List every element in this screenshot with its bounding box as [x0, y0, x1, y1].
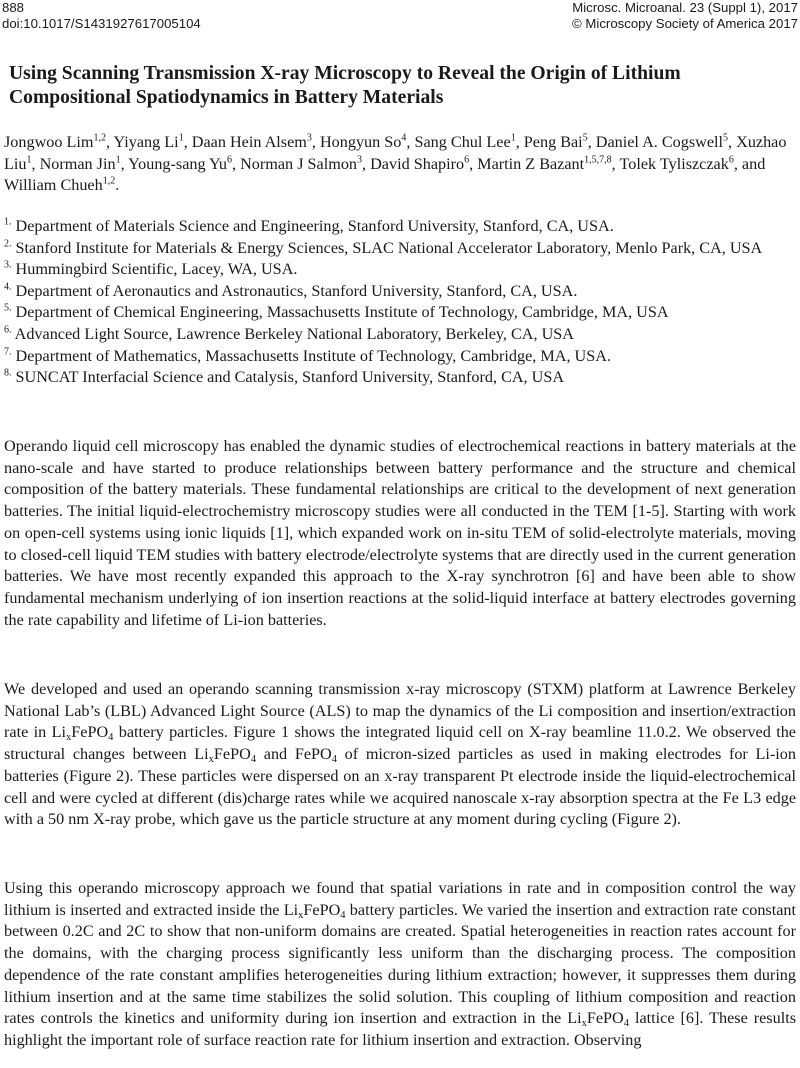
author-name: William Chueh: [4, 176, 103, 195]
affiliation-number: 4.: [4, 281, 12, 293]
subscript: x: [581, 1018, 587, 1030]
author-affiliation-mark: 1,5,7,8: [584, 154, 612, 166]
author-affiliation-mark: 5: [582, 132, 588, 144]
body-paragraph-3: [4, 878, 796, 1052]
author-name: David Shapiro: [370, 154, 465, 173]
author-affiliation-mark: 1,2: [102, 175, 116, 187]
author-name: Daniel A. Cogswell: [595, 133, 724, 151]
author-name: Martin Z Bazant: [477, 154, 585, 173]
author-affiliation-mark: 4: [401, 132, 407, 144]
paragraph-text: FePO: [71, 723, 109, 742]
affiliation: [4, 346, 796, 368]
author-name: Norman Jin: [39, 154, 116, 173]
subscript: 4: [250, 754, 257, 766]
journal-citation: Microsc. Microanal. 23 (Suppl 1), 2017: [572, 0, 798, 15]
header-right: [572, 0, 798, 32]
affiliation-text: Department of Mathematics, Massachusetts Institute of Technology, Cambridge, MA, USA.: [11, 346, 611, 365]
author-affiliation-mark: 6: [728, 154, 734, 166]
author-name: Young-sang Yu: [128, 154, 228, 173]
author-name: Yiyang Li: [113, 133, 179, 151]
affiliation-text: Hummingbird Scientific, Lacey, WA, USA.: [11, 260, 298, 279]
author-affiliation-mark: 1: [26, 154, 32, 166]
affiliation: [4, 302, 796, 324]
paragraph-text: lattice [6]. These results highlight the important role of surface reaction rate for lithium insertion and extraction. Observing: [4, 1009, 796, 1049]
paragraph-text: and FePO: [256, 745, 332, 764]
affiliation-text: SUNCAT Interfacial Science and Catalysis, Stanford University, Stanford, CA, USA: [11, 368, 565, 387]
paragraph-text: FePO: [586, 1009, 624, 1028]
paragraph-text: battery particles. We varied the insertion and extraction rate constant between 0.2C and 2C to show that non-uniform domains are created. Spatial heterogeneities in reaction rates account for the domains, with the charging process significantly less uniform than the discharging process. The composition dependence of the rate constant amplifies heterogeneities during lithium extraction; however, it suppresses them during lithium insertion and at the same time stabilizes the solid solution. This coupling of lithium composition and reaction rates controls the kinetics and uniformity during ion insertion and extraction in the Li: [4, 900, 796, 1028]
affiliation-text: Stanford Institute for Materials & Energy Sciences, SLAC National Accelerator Laboratory, Menlo Park, CA, USA: [11, 238, 763, 257]
author-name: Tolek Tyliszczak: [619, 154, 729, 173]
subscript: 4: [623, 1018, 629, 1030]
copyright: © Microscopy Society of America 2017: [572, 16, 798, 31]
paragraph-text: of micron-sized particles as used in making electrodes for Li-ion batteries (Figure 2). These particles were dispersed on an x-ray transparent Pt electrode inside the liquid-electrochemical cell and were cycled at different (dis)charge rates while we acquired nanoscale x-ray absorption spectra at the Fe L3 edge with a 50 nm X-ray probe, which gave us the particle structure at any moment during cycling (Figure 2).: [4, 745, 796, 829]
affiliation: [4, 259, 796, 281]
author-affiliation-mark: 1: [510, 132, 516, 144]
affiliation-number: 8.: [4, 367, 12, 379]
header-left: [2, 0, 201, 32]
subscript: x: [208, 754, 214, 766]
affiliation-number: 3.: [4, 259, 12, 271]
affiliation-number: 1.: [4, 216, 12, 228]
affiliation-number: 5.: [4, 302, 12, 314]
affiliation-text: Department of Chemical Engineering, Massachusetts Institute of Technology, Cambridge, MA, USA: [11, 303, 669, 322]
paragraph-text: Using this operando microscopy approach we found that spatial variations in rate and in composition control the way lithium is inserted and extracted inside the Li: [4, 879, 796, 919]
paragraph-text: FePO: [213, 745, 251, 764]
paragraph-text: Operando liquid cell microscopy has enabled the dynamic studies of electrochemical reactions in battery materials at the nano-scale and have started to produce relationships between battery performance and the structure and chemical composition of the battery materials. These fundamental relationships are critical to the development of next generation batteries. The initial liquid-electrochemistry microscopy studies were all conducted in the TEM [1-5]. Starting with work on open-cell systems using ionic liquids [1], which expanded work on in-situ TEM of solid-electrolyte materials, moving to closed-cell liquid TEM studies with battery electrode/electrolyte systems that are directly used in the current generation batteries. We have most recently expanded this approach to the X-ray synchrotron [6] and have been able to show fundamental mechanism underlying of ion insertion reactions at the solid-liquid interface at battery electrodes governing the rate capability and lifetime of Li-ion batteries.: [4, 437, 796, 629]
author-name: Sang Chul Lee: [414, 133, 511, 151]
author-affiliation-mark: 6: [227, 154, 233, 166]
subscript: 4: [331, 754, 337, 766]
affiliation-number: 6.: [4, 324, 12, 336]
author-name: Xuzhao Liu: [4, 133, 787, 173]
paragraph-text: We developed and used an operando scanning transmission x-ray microscopy (STXM) platform at Lawrence Berkeley National Lab’s (LBL) Advanced Light Source (ALS) to map the dynamics of the Li composition and insertion/extraction rate in Li: [4, 680, 796, 742]
doi: doi:10.1017/S1431927617005104: [2, 16, 201, 31]
author-affiliation-mark: 1: [178, 132, 184, 144]
paper-title: Using Scanning Transmission X-ray Microscopy to Reveal the Origin of Lithium Compositional Spatiodynamics in Battery Materials: [9, 63, 681, 108]
author-affiliation-mark: 1: [115, 154, 121, 166]
affiliation: [4, 324, 796, 346]
author-affiliation-mark: 5: [723, 132, 729, 144]
affiliation: [4, 367, 796, 389]
author-name: Norman J Salmon: [240, 154, 358, 173]
subscript: 4: [340, 909, 346, 921]
author-affiliation-mark: 3: [306, 132, 312, 144]
running-header: [0, 0, 800, 36]
author-affiliation-mark: 6: [464, 154, 470, 166]
paragraph-text: FePO: [303, 900, 341, 919]
affiliation: [4, 238, 796, 260]
author-name: Hongyun So: [319, 133, 402, 151]
affiliation-list: [4, 216, 796, 389]
affiliation-text: Department of Aeronautics and Astronautics, Stanford University, Stanford, CA, USA.: [11, 281, 578, 300]
author-name: Peng Bai: [523, 133, 583, 151]
affiliation: [4, 281, 796, 303]
body-paragraph-2: [4, 679, 796, 831]
affiliation-number: 2.: [4, 238, 12, 250]
affiliation-number: 7.: [4, 346, 12, 358]
affiliation-text: Department of Materials Science and Engineering, Stanford University, Stanford, CA, USA.: [11, 217, 614, 235]
author-name: Daan Hein Alsem: [191, 133, 307, 151]
author-name: Jongwoo Lim: [4, 133, 94, 151]
body-paragraph-1: [4, 436, 796, 631]
subscript: 4: [108, 732, 114, 744]
author-affiliation-mark: 3: [357, 154, 363, 166]
affiliation-text: Advanced Light Source, Lawrence Berkeley National Laboratory, Berkeley, CA, USA: [11, 324, 574, 343]
subscript: x: [298, 909, 304, 921]
author-affiliation-mark: 1,2: [93, 132, 106, 144]
page-number: 888: [2, 0, 25, 15]
affiliation: [4, 216, 796, 238]
author-list: Jongwoo Lim$^{1,2}$, Yiyang Li$^1$, Daan Hein Alsem$^3$, Hongyun So$^4$, Sang Chul Lee$^1$, Peng Bai$^5$, Daniel A. Cogswell$^5$, Xuzhao Liu$^1$, Norman Jin$^1$, Young-sang Yu$^6$, Norman J Salmon$^3$, David Shapiro$^6$, Martin Z Bazant$^{1,5,7,8}$, Tolek Tyliszczak$^6$, and William Chueh$^{1,2}$.: [4, 132, 787, 195]
subscript: x: [66, 732, 72, 744]
paragraph-text: battery particles. Figure 1 shows the integrated liquid cell on X-ray beamline 11.0.2. We observed the structural changes between Li: [4, 723, 796, 764]
